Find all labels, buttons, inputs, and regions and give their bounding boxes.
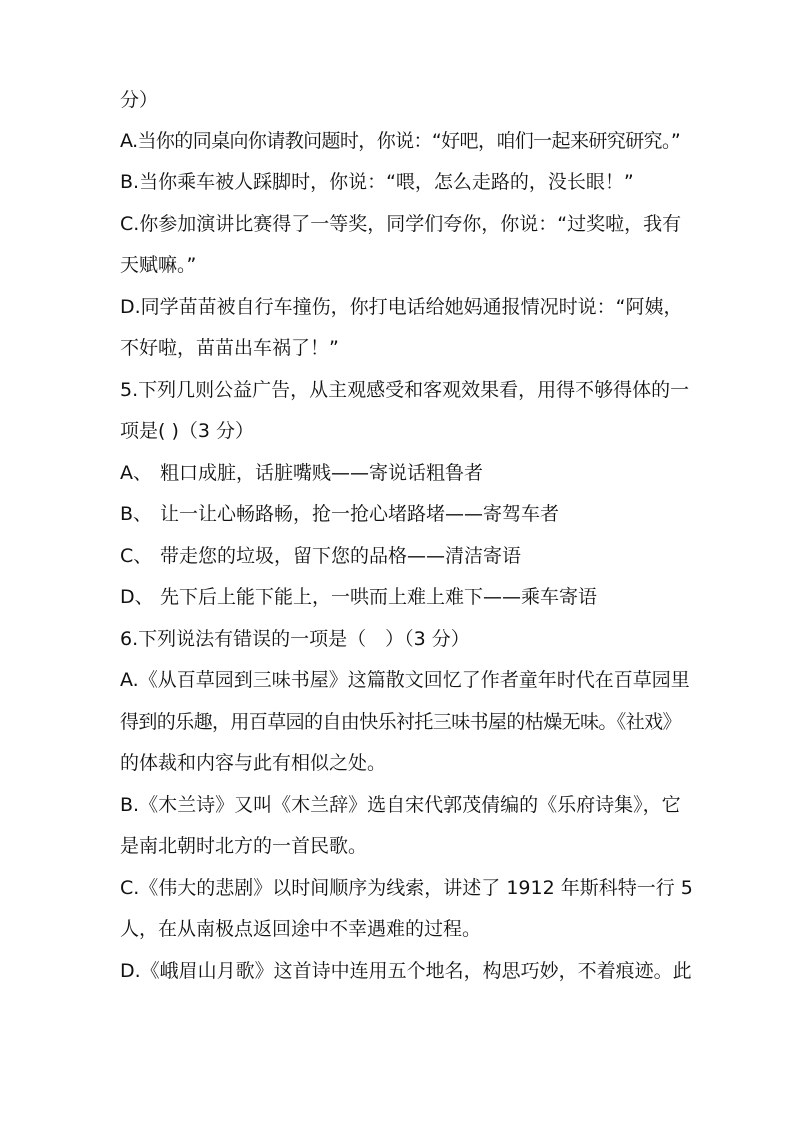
q5-option-d (120, 584, 690, 610)
q6-option-c: C.《伟大的悲剧》以时间顺序为线索，讲述了 1912 年斯科特一行 5 (120, 877, 693, 899)
option-text: 带走您的垃圾，留下您的品格——清洁寄语 (160, 545, 522, 567)
question-5-stem-cont: 项是( )（3 分） (120, 420, 254, 442)
q6-option-d: D.《峨眉山月歌》这首诗中连用五个地名，构思巧妙，不着痕迹。此 (120, 960, 692, 982)
option-text: 让一让心畅路畅，抢一抢心堵路堵——寄驾车者 (160, 503, 560, 525)
q4-option-d: D.同学苗苗被自行车撞伤，你打电话给她妈通报情况时说：“阿姨， (120, 296, 683, 318)
q4-option-a: A.当你的同桌向你请教问题时，你说：“好吧，咱们一起来研究研究。” (120, 130, 681, 152)
q6-option-b-cont: 是南北朝时北方的一首民歌。 (120, 835, 368, 857)
q4-option-c-cont: 天赋嘛。” (120, 254, 197, 276)
q5-option-b (120, 501, 690, 527)
option-text: 粗口成脏，话脏嘴贱——寄说话粗鲁者 (160, 462, 484, 484)
option-label: A、 (120, 462, 152, 484)
option-label: D、 (120, 586, 154, 608)
q5-option-a (120, 460, 690, 486)
question-6-stem: 6.下列说法有错误的一项是（ ）（3 分） (120, 628, 470, 650)
option-text: 先下后上能下能上，一哄而上难上难下——乘车寄语 (160, 586, 598, 608)
q4-option-d-cont: 不好啦，苗苗出车祸了！” (120, 337, 339, 359)
question-5-stem: 5.下列几则公益广告，从主观感受和客观效果看，用得不够得体的一 (120, 379, 690, 401)
option-label: C、 (120, 545, 153, 567)
q6-option-c-cont: 人，在从南极点返回途中不幸遇难的过程。 (120, 918, 482, 940)
text-line-score-tail: 分） (120, 89, 159, 111)
q4-option-b: B.当你乘车被人踩脚时，你说：“喂，怎么走路的，没长眼！” (120, 171, 634, 193)
option-label: B、 (120, 503, 153, 525)
q6-option-a-cont2: 的体裁和内容与此有相似之处。 (120, 752, 387, 774)
q5-option-c (120, 543, 690, 569)
q6-option-a-cont: 得到的乐趣，用百草园的自由快乐衬托三味书屋的枯燥无味。《社戏》 (120, 711, 681, 733)
q6-option-a: A.《从百草园到三味书屋》这篇散文回忆了作者童年时代在百草园里 (120, 669, 690, 691)
q4-option-c: C.你参加演讲比赛得了一等奖，同学们夸你，你说：“过奖啦，我有 (120, 213, 682, 235)
q6-option-b: B.《木兰诗》又叫《木兰辞》选自宋代郭茂倩编的《乐府诗集》，它 (120, 794, 681, 816)
